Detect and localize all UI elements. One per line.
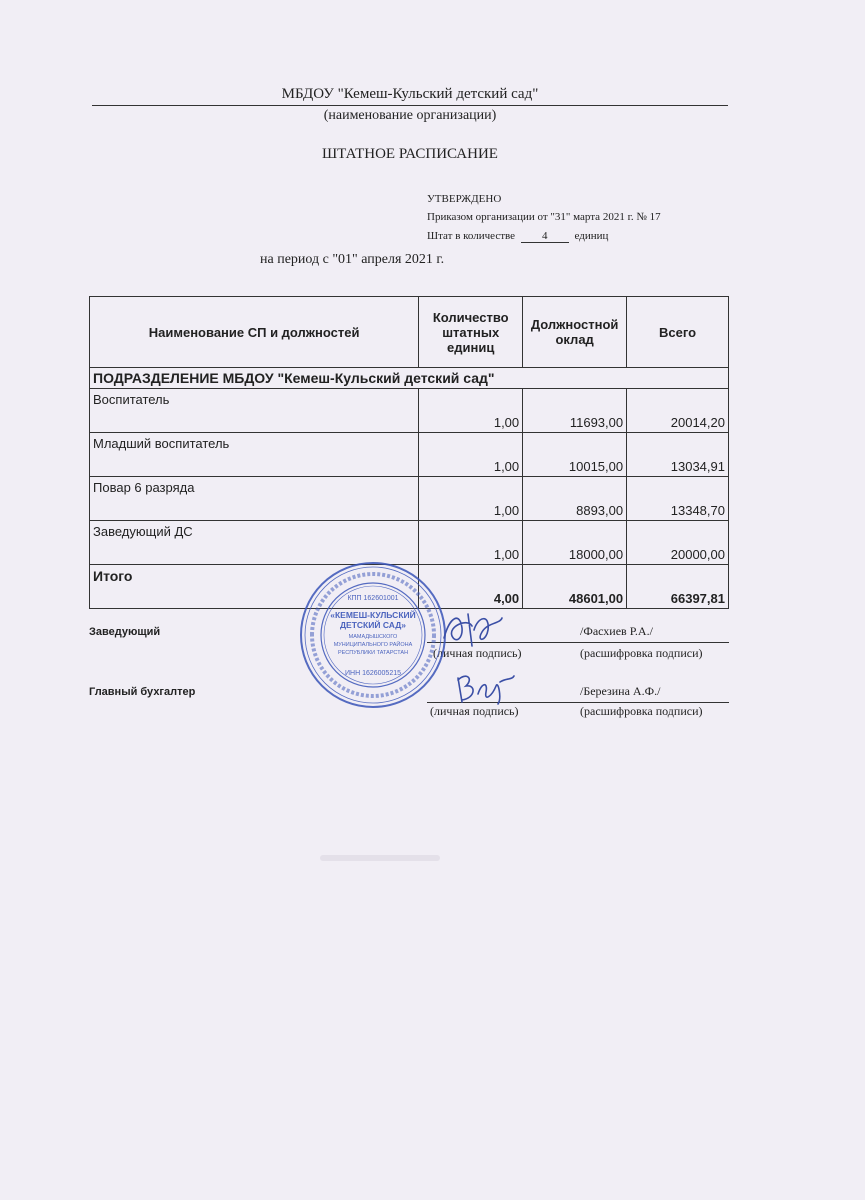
table-row — [90, 521, 729, 565]
position-salary: 18000,00 — [523, 521, 627, 565]
position-total: 20014,20 — [627, 389, 729, 433]
stamp-inn: ИНН 1626005215 — [344, 670, 402, 677]
accountant-handwritten-signature — [452, 668, 518, 708]
header-total: Всего — [627, 297, 729, 368]
stamp-line-1: МАМАДЫШСКОГО — [348, 634, 398, 640]
position-total: 13034,91 — [627, 433, 729, 477]
table-header-row — [90, 297, 729, 368]
organization-caption: (наименование организации) — [323, 108, 497, 123]
scan-mark — [320, 855, 440, 861]
head-name: /Фасхиев Р.А./ — [580, 624, 653, 638]
stamp-line-2: МУНИЦИПАЛЬНОГО РАЙОНА — [333, 642, 413, 648]
department-row — [90, 368, 729, 389]
accountant-caption-sign: (личная подпись) — [430, 704, 519, 718]
position-name: Повар 6 разряда — [90, 477, 419, 521]
approved-label: УТВЕРЖДЕНО — [427, 193, 502, 205]
position-units: 1,00 — [419, 389, 523, 433]
table-row — [90, 433, 729, 477]
total-label: Итого — [90, 565, 419, 609]
position-total: 20000,00 — [627, 521, 729, 565]
head-role: Заведующий — [89, 626, 161, 638]
header-units: Количество штатных единиц — [419, 297, 523, 368]
position-units: 1,00 — [419, 521, 523, 565]
accountant-role: Главный бухгалтер — [89, 686, 196, 698]
staff-count: 4 — [521, 230, 569, 243]
accountant-caption-decode: (расшифровка подписи) — [580, 704, 703, 718]
position-total: 13348,70 — [627, 477, 729, 521]
position-units: 1,00 — [419, 433, 523, 477]
position-units: 1,00 — [419, 477, 523, 521]
stamp-seal — [298, 560, 448, 710]
accountant-name: /Березина А.Ф./ — [580, 684, 661, 698]
table-row — [90, 389, 729, 433]
staff-suffix: единиц — [574, 230, 609, 242]
position-salary: 11693,00 — [523, 389, 627, 433]
head-caption-sign: (личная подпись) — [433, 646, 522, 660]
total-salary: 48601,00 — [523, 565, 627, 609]
position-salary: 8893,00 — [523, 477, 627, 521]
staff-count-line — [427, 230, 608, 243]
organization-name: МБДОУ "Кемеш-Кульский детский сад" — [92, 86, 728, 106]
stamp-title-2: ДЕТСКИЙ САД» — [340, 620, 406, 630]
header-name: Наименование СП и должностей — [90, 297, 419, 368]
total-units: 4,00 — [419, 565, 523, 609]
document-title: ШТАТНОЕ РАСПИСАНИЕ — [322, 146, 498, 162]
stamp-title-1: «КЕМЕШ-КУЛЬСКИЙ — [330, 610, 416, 620]
head-handwritten-signature — [438, 608, 508, 650]
stamp-line-3: РЕСПУБЛИКИ ТАТАРСТАН — [337, 650, 409, 656]
position-salary: 10015,00 — [523, 433, 627, 477]
position-name: Воспитатель — [90, 389, 419, 433]
header-salary: Должностной оклад — [523, 297, 627, 368]
position-name: Младший воспитатель — [90, 433, 419, 477]
table-row — [90, 477, 729, 521]
staff-prefix: Штат в количестве — [427, 230, 516, 242]
total-total: 66397,81 — [627, 565, 729, 609]
head-caption-decode: (расшифровка подписи) — [580, 646, 703, 660]
organization-stamp — [298, 560, 448, 710]
stamp-kpp: КПП 162601001 — [347, 595, 399, 602]
department-name: ПОДРАЗДЕЛЕНИЕ МБДОУ "Кемеш-Кульский детский сад" — [90, 368, 729, 389]
position-name: Заведующий ДС — [90, 521, 419, 565]
period-text: на период с "01" апреля 2021 г. — [260, 252, 445, 267]
approval-order: Приказом организации от "31" марта 2021 г. № 17 — [427, 211, 661, 223]
